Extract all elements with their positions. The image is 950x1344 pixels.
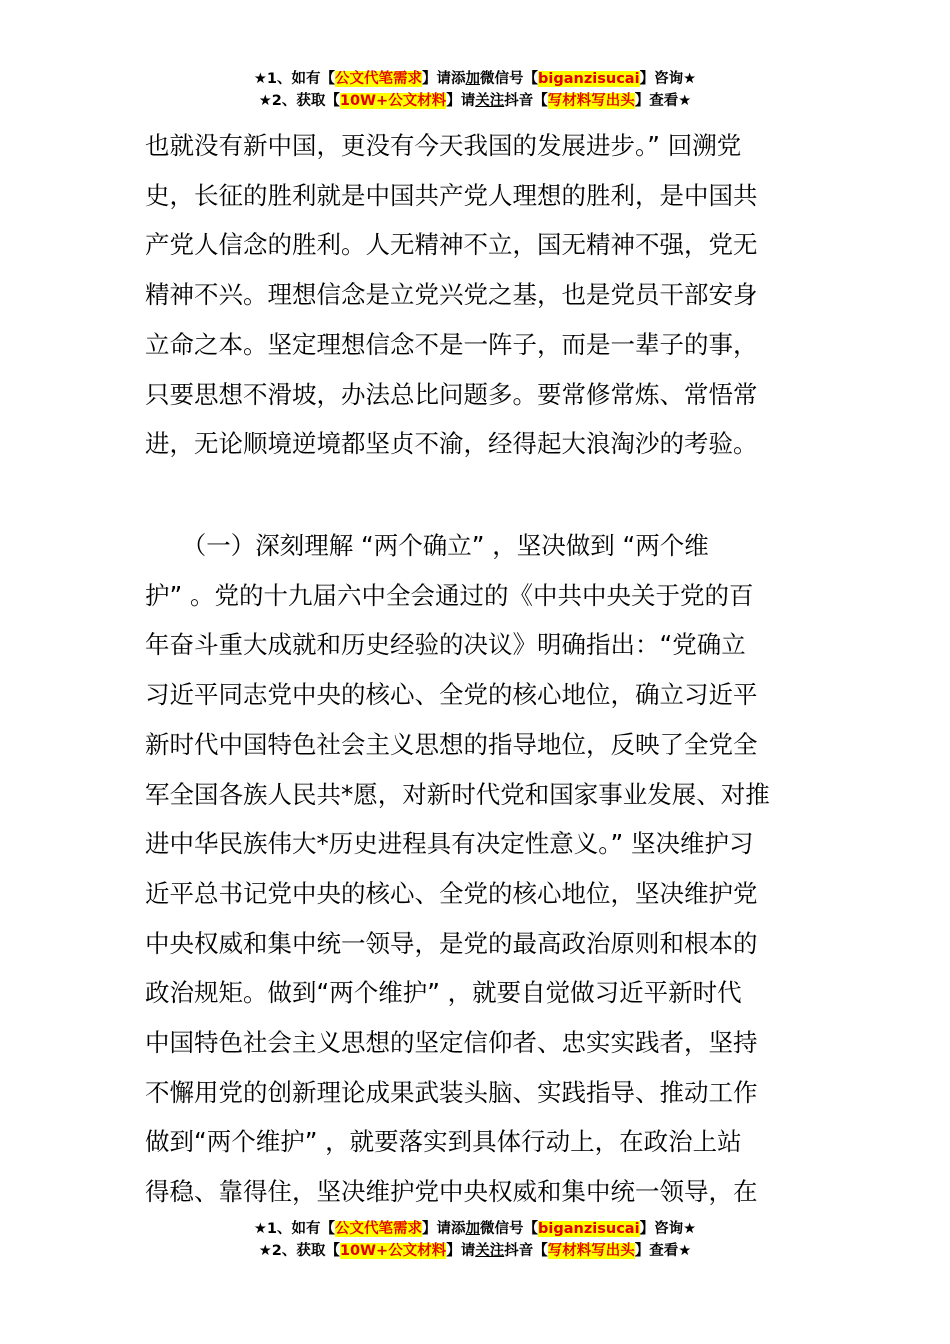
text-line: 精神不兴。理想信念是立党兴党之基，也是党员干部安身	[145, 280, 758, 310]
banner-underline-text: 加	[465, 1221, 481, 1237]
text-line: 进中华民族伟大*历史进程具有决定性意义。” 坚决维护习	[145, 829, 754, 859]
banner-underline-text: 关注	[475, 1243, 505, 1259]
body-paragraph-1	[145, 121, 810, 469]
banner-text: 】请添	[422, 1221, 466, 1237]
text-line: 习近平同志党中央的核心、全党的核心地位，确立习近平	[145, 680, 758, 710]
text-line: 中国特色社会主义思想的坚定信仰者、忠实实践者，坚持	[145, 1028, 758, 1058]
text-line: （一）深刻理解 “两个确立” ，坚决做到 “两个维	[145, 531, 709, 560]
banner-text: 】咨询★	[639, 71, 697, 87]
banner-text: 抖音【	[504, 1243, 548, 1259]
text-line: 产党人信念的胜利。人无精神不立，国无精神不强，党无	[145, 230, 758, 260]
banner-highlight: 公文代笔需求	[335, 1221, 423, 1237]
body-paragraph-2	[145, 521, 810, 1217]
banner-text: 】咨询★	[639, 1221, 697, 1237]
banner-text: ★2、获取【	[258, 1243, 340, 1259]
banner-text: 】请添	[422, 71, 466, 87]
text-line: 也就没有新中国，更没有今天我国的发展进步。” 回溯党	[145, 131, 742, 160]
banner-underline-text: 加	[465, 71, 481, 87]
banner-line-1	[0, 1218, 950, 1240]
text-line: 史，长征的胜利就是中国共产党人理想的胜利，是中国共	[145, 180, 758, 210]
text-line: 护” 。党的十九届六中全会通过的《中共中央关于党的百	[145, 580, 754, 610]
banner-text: ★2、获取【	[258, 93, 340, 109]
banner-text: 微信号【	[480, 1221, 539, 1237]
text-line: 近平总书记党中央的核心、全党的核心地位，坚决维护党	[145, 878, 758, 908]
banner-highlight: 公文代笔需求	[335, 71, 423, 87]
banner-highlight: 10W+公文材料	[339, 93, 447, 109]
banner-highlight: 10W+公文材料	[339, 1243, 447, 1259]
banner-text: ★1、如有【	[253, 1221, 336, 1237]
banner-highlight: biganzisucai	[538, 71, 640, 87]
text-line: 新时代中国特色社会主义思想的指导地位，反映了全党全	[145, 729, 758, 759]
banner-highlight: biganzisucai	[538, 1221, 640, 1237]
banner-text: 微信号【	[480, 71, 539, 87]
text-line: 中央权威和集中统一领导，是党的最高政治原则和根本的	[145, 928, 758, 958]
text-line: 不懈用党的创新理论成果武装头脑、实践指导、推动工作	[145, 1077, 758, 1107]
text-line: 得稳、靠得住，坚决维护党中央权威和集中统一领导，在	[145, 1177, 758, 1207]
banner-text: 】查看★	[634, 1243, 692, 1259]
banner-text: 抖音【	[504, 93, 548, 109]
text-line: 进，无论顺境逆境都坚贞不渝，经得起大浪淘沙的考验。	[145, 429, 758, 459]
banner-text: 】查看★	[634, 93, 692, 109]
banner-text: ★1、如有【	[253, 71, 336, 87]
banner-line-2	[0, 1240, 950, 1262]
banner-line-1	[0, 68, 950, 90]
text-line: 军全国各族人民共*愿，对新时代党和国家事业发展、对推	[145, 779, 770, 809]
banner-highlight: 写材料写出头	[547, 1243, 635, 1259]
banner-highlight: 写材料写出头	[547, 93, 635, 109]
banner-line-2	[0, 90, 950, 112]
bottom-banner	[0, 1218, 950, 1262]
banner-text: 】请	[446, 1243, 476, 1259]
text-line: 年奋斗重大成就和历史经验的决议》明确指出：“党确立	[145, 630, 746, 660]
banner-text: 】请	[446, 93, 476, 109]
top-banner	[0, 68, 950, 112]
text-line: 政治规矩。做到“两个维护” ，就要自觉做习近平新时代	[145, 978, 742, 1008]
text-line: 做到“两个维护” ，就要落实到具体行动上，在政治上站	[145, 1127, 742, 1157]
text-line: 立命之本。坚定理想信念不是一阵子，而是一辈子的事，	[145, 329, 758, 359]
banner-underline-text: 关注	[475, 93, 505, 109]
text-line: 只要思想不滑坡，办法总比问题多。要常修常炼、常悟常	[145, 379, 758, 409]
